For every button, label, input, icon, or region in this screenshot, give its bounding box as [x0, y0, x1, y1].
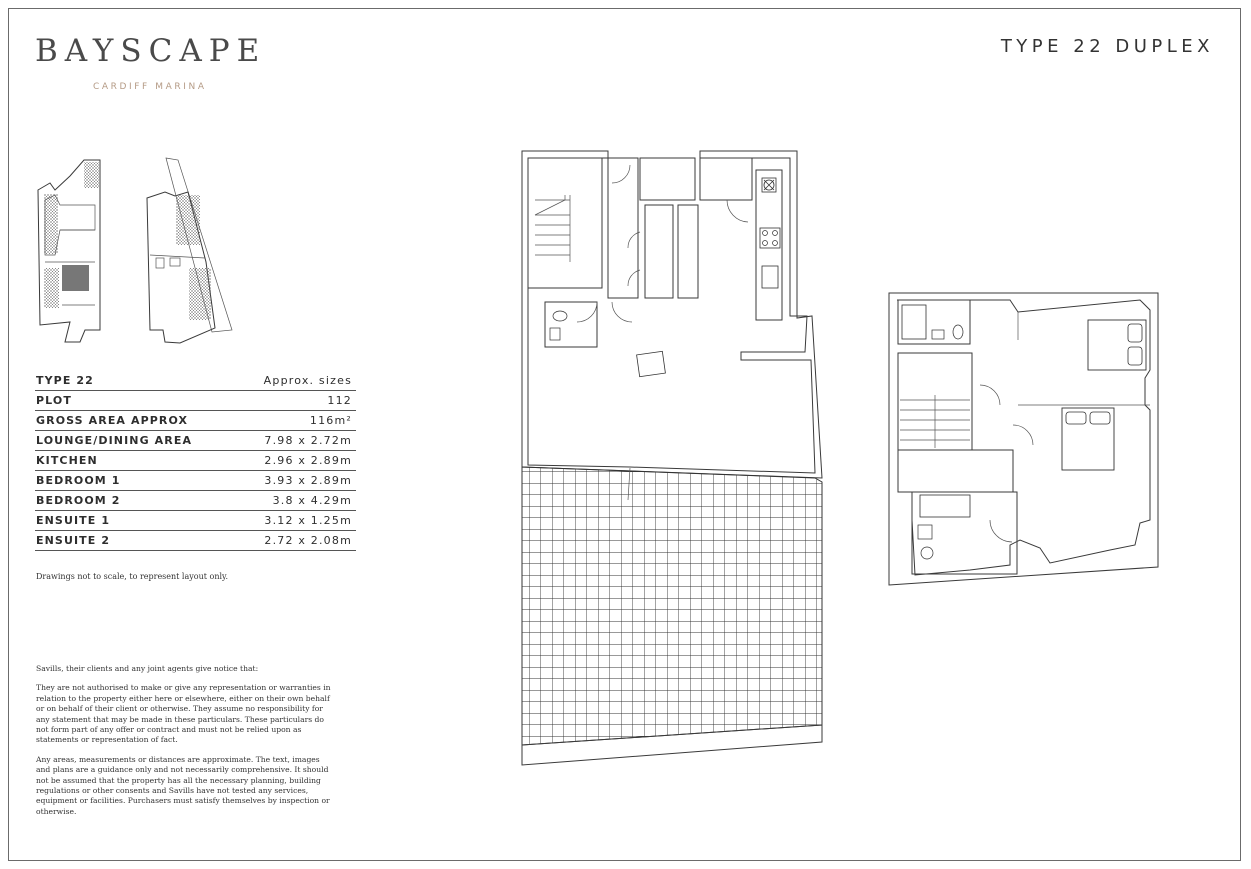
spec-value: Approx. sizes: [238, 371, 356, 391]
spec-label: PLOT: [35, 391, 238, 411]
legal-paragraph: Any areas, measurements or distances are approximate. The text, images and plans are a guidance only and not necessarily comprehensive. It should not be assumed that the property has all the necessary planning, building regulations or other consents and Savills have not tested any services, equipment or facilities. Purchasers must satisfy themselves by inspection or otherwise.: [36, 754, 330, 816]
spec-label: ENSUITE 2: [35, 531, 238, 551]
spec-value: 7.98 x 2.72m: [238, 431, 356, 451]
ground-floor-plan: [522, 151, 822, 765]
spec-row: [35, 411, 356, 431]
spec-label: BEDROOM 1: [35, 471, 238, 491]
spec-row: [35, 431, 356, 451]
spec-value: 112: [238, 391, 356, 411]
spec-label: LOUNGE/DINING AREA: [35, 431, 238, 451]
key-plan-ground: [38, 160, 100, 342]
page-title: TYPE 22 DUPLEX: [1000, 36, 1214, 57]
spec-label: GROSS AREA APPROX: [35, 411, 238, 431]
spec-value: 2.96 x 2.89m: [238, 451, 356, 471]
spec-label: BEDROOM 2: [35, 491, 238, 511]
spec-row: [35, 471, 356, 491]
key-plan-upper: [147, 158, 232, 343]
spec-value: 3.8 x 4.29m: [238, 491, 356, 511]
spec-label: TYPE 22: [35, 371, 238, 391]
spec-value: 3.93 x 2.89m: [238, 471, 356, 491]
spec-value: 116m²: [238, 411, 356, 431]
spec-label: KITCHEN: [35, 451, 238, 471]
brand-location: CARDIFF MARINA: [93, 82, 207, 92]
first-floor-plan: [889, 293, 1158, 585]
brand-logo: BAYSCAPE: [35, 33, 267, 69]
spec-row: [35, 531, 356, 551]
spec-row: [35, 391, 356, 411]
spec-value: 3.12 x 1.25m: [238, 511, 356, 531]
spec-label: ENSUITE 1: [35, 511, 238, 531]
spec-row: [35, 511, 356, 531]
spec-value: 2.72 x 2.08m: [238, 531, 356, 551]
scale-note: Drawings not to scale, to represent layout only.: [36, 572, 229, 581]
specification-table: [35, 371, 356, 551]
spec-row: [35, 451, 356, 471]
legal-intro: Savills, their clients and any joint agents give notice that:: [36, 664, 259, 673]
spec-row: [35, 491, 356, 511]
legal-disclaimer: [36, 664, 336, 826]
legal-paragraph: They are not authorised to make or give any representation or warranties in relation to the property either here or elsewhere, either on their own behalf or on behalf of their client or otherwise. They assume no responsibility for any statement that may be made in these particulars. These particulars do not form part of any offer or contract and must not be relied upon as statements or representation of fact.: [36, 683, 331, 745]
spec-row: [35, 371, 356, 391]
